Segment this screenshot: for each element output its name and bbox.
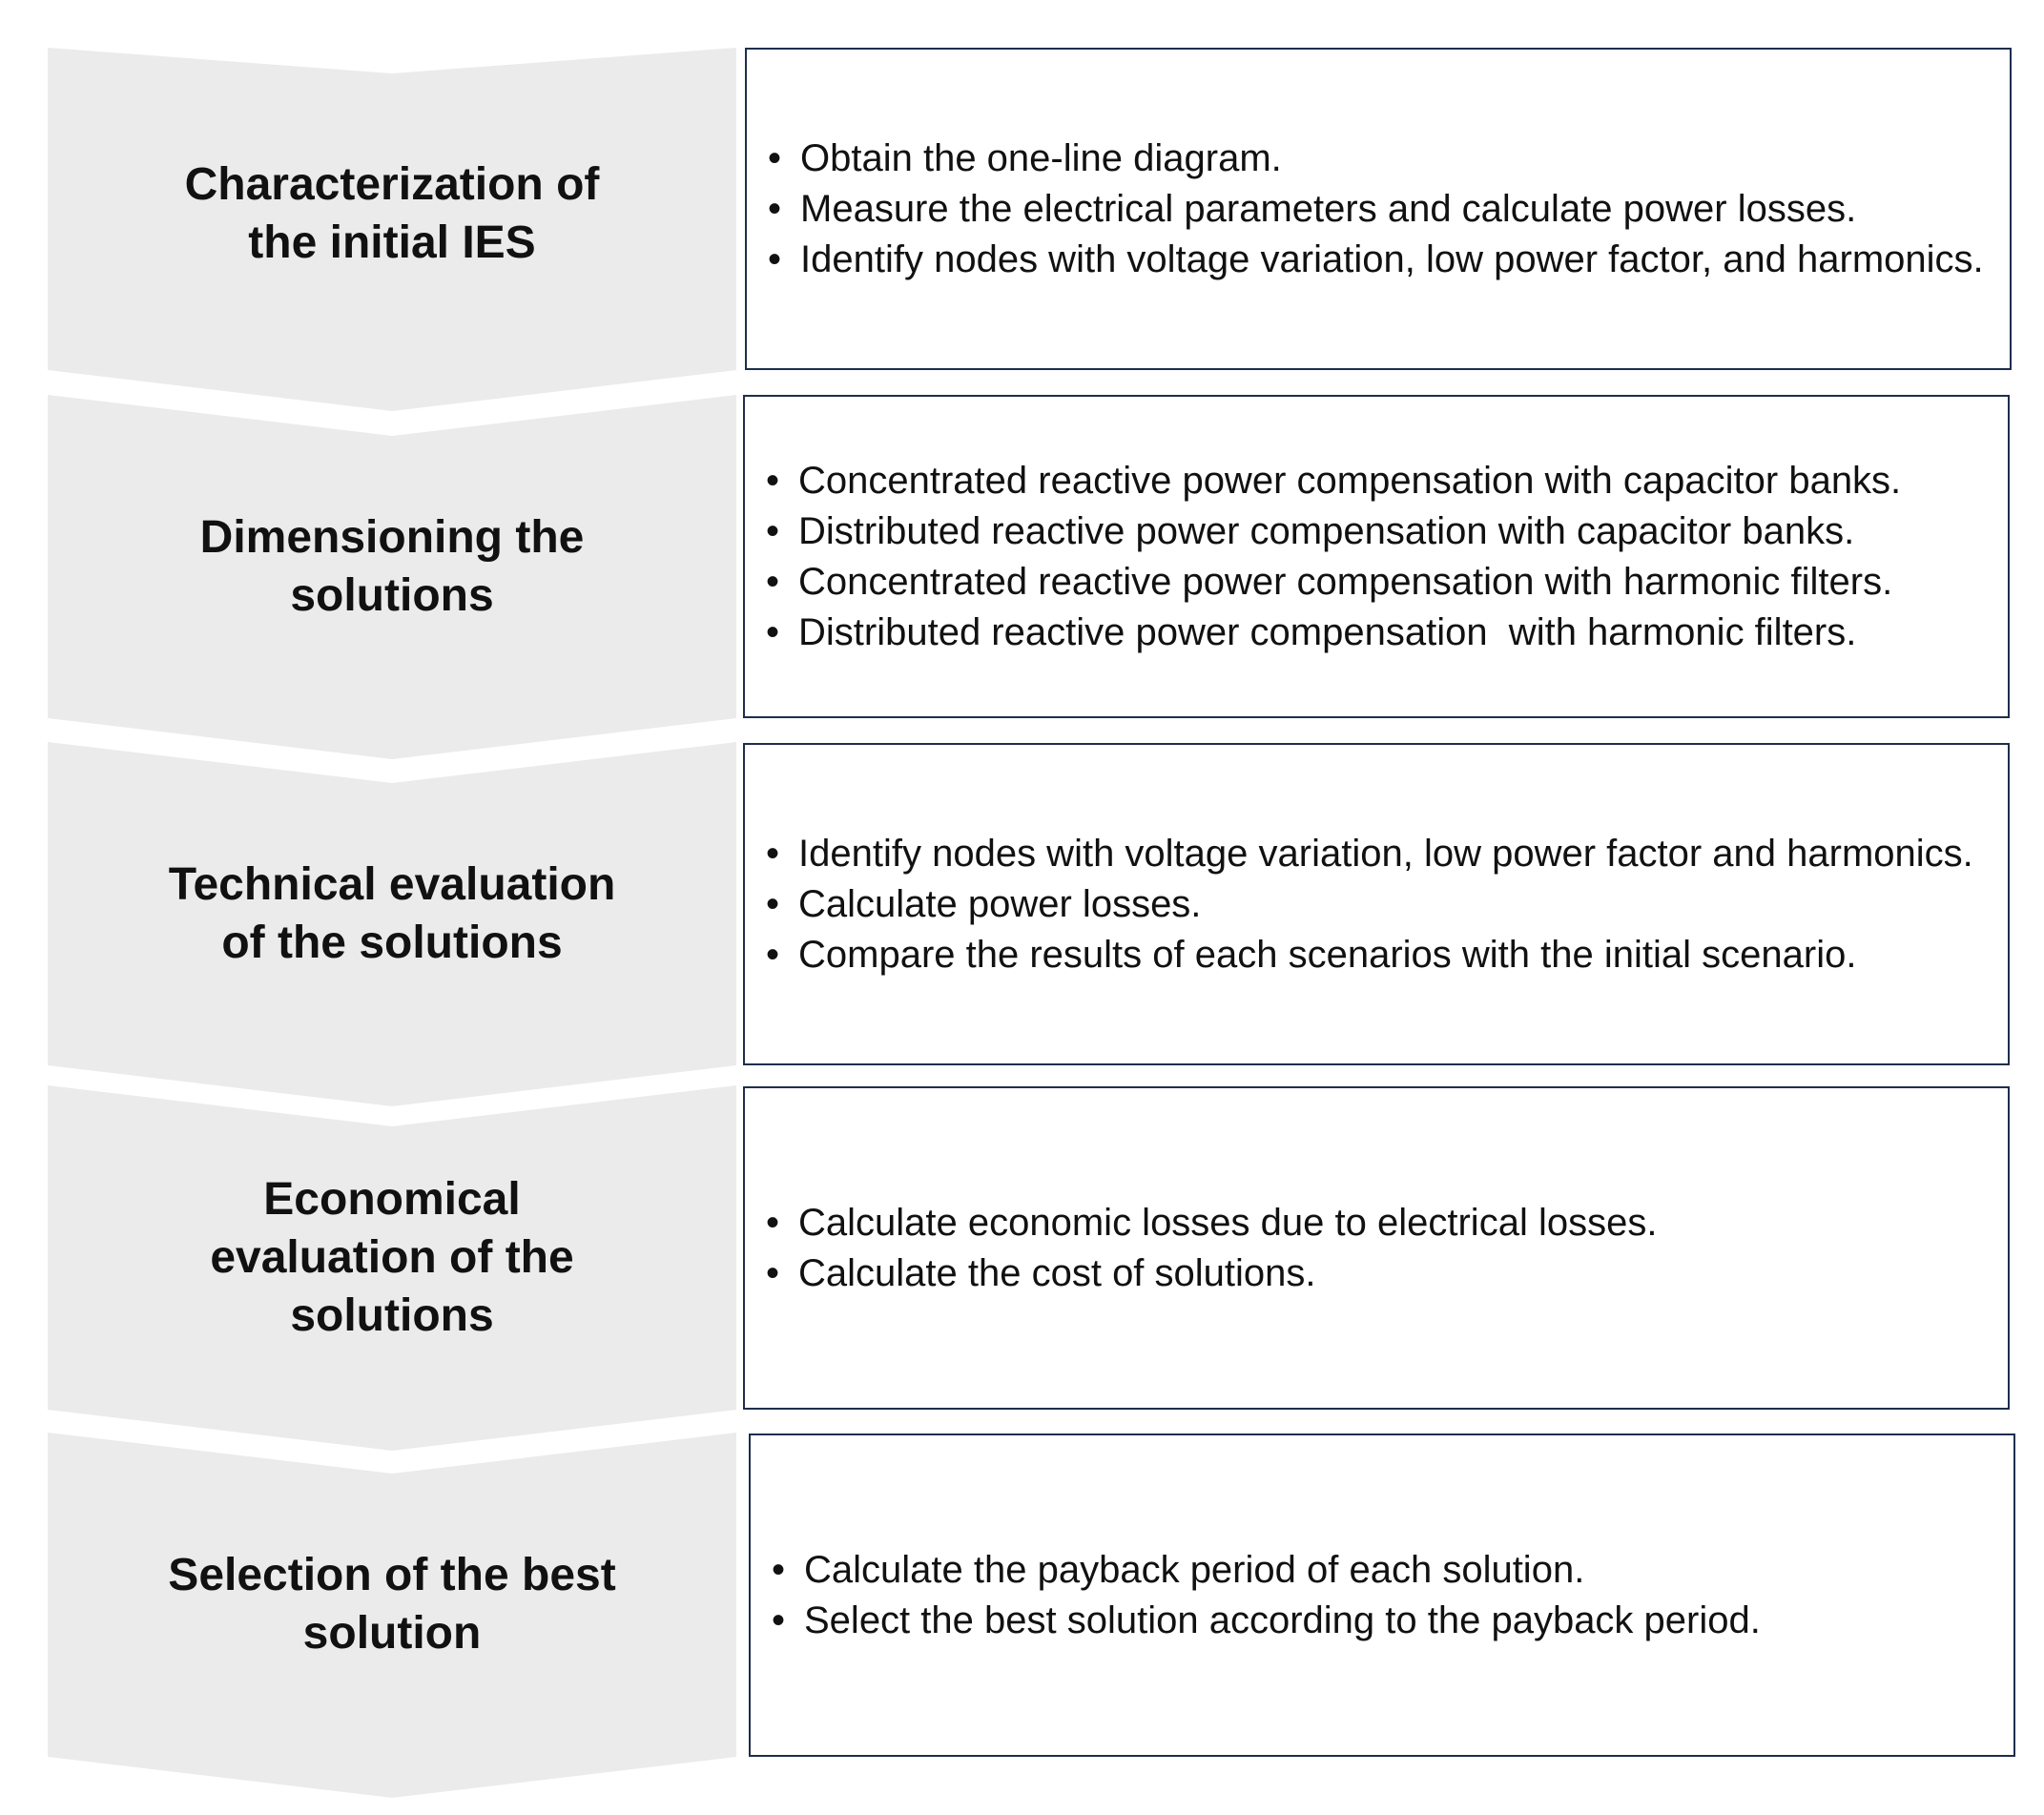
stage-detail-box-1 — [745, 48, 2012, 370]
stage-title-3 — [46, 761, 738, 1065]
stage-detail-text: Measure the electrical parameters and calculate power losses. — [800, 187, 1857, 230]
bullet-icon: • — [768, 237, 782, 280]
stage-detail-item — [764, 829, 2008, 879]
bullet-icon: • — [766, 882, 780, 925]
bullet-icon: • — [768, 136, 782, 179]
stage-detail-text: Distributed reactive power compensation with capacitor banks. — [798, 509, 1855, 552]
stage-detail-item — [766, 184, 2010, 235]
stage-detail-text: Calculate the cost of solutions. — [798, 1251, 1316, 1294]
stage-detail-item — [764, 1198, 2008, 1248]
stage-detail-text: Concentrated reactive power compensation with capacitor banks. — [798, 459, 1902, 502]
stage-title-text: Characterization of the initial IES — [184, 159, 600, 268]
stage-detail-item — [770, 1596, 2013, 1646]
stage-detail-text: Concentrated reactive power compensation with harmonic filters. — [798, 560, 1893, 603]
stage-detail-text: Identify nodes with voltage variation, low power factor and harmonics. — [798, 832, 1973, 875]
stage-detail-item — [764, 557, 2008, 608]
stage-detail-text: Distributed reactive power compensation with harmonic filters. — [798, 610, 1857, 653]
stage-detail-box-2 — [743, 395, 2010, 718]
stage-detail-list — [745, 1198, 2008, 1299]
stage-detail-item — [764, 879, 2008, 930]
stage-detail-text: Select the best solution according to the payback period. — [804, 1598, 1761, 1641]
stage-detail-text: Obtain the one-line diagram. — [800, 136, 1282, 179]
stage-detail-item — [764, 506, 2008, 557]
bullet-icon: • — [766, 1201, 780, 1244]
bullet-icon: • — [766, 933, 780, 976]
bullet-icon: • — [772, 1598, 786, 1641]
bullet-icon: • — [766, 1251, 780, 1294]
bullet-icon: • — [772, 1548, 786, 1591]
stage-detail-item — [766, 134, 2010, 184]
stage-detail-item — [764, 930, 2008, 980]
bullet-icon: • — [766, 509, 780, 552]
stage-detail-item — [764, 456, 2008, 506]
stage-detail-box-5 — [749, 1433, 2015, 1757]
stage-title-text: Selection of the best solution — [168, 1550, 616, 1659]
stage-title-text: Technical evaluation of the solutions — [168, 858, 616, 968]
stage-title-text: Dimensioning the solutions — [199, 511, 585, 621]
bullet-icon: • — [768, 187, 782, 230]
bullet-icon: • — [766, 560, 780, 603]
stage-detail-item — [764, 608, 2008, 658]
stage-title-text: Economical evaluation of the solutions — [210, 1173, 574, 1341]
stage-title-2 — [46, 414, 738, 718]
stage-detail-box-4 — [743, 1086, 2010, 1410]
stage-detail-item — [764, 1248, 2008, 1299]
stage-detail-list — [745, 829, 2008, 980]
stage-detail-text: Identify nodes with voltage variation, low power factor, and harmonics. — [800, 237, 1984, 280]
stage-detail-item — [766, 235, 2010, 285]
stage-title-1 — [46, 57, 738, 370]
stage-detail-text: Calculate economic losses due to electrical losses. — [798, 1201, 1658, 1244]
bullet-icon: • — [766, 459, 780, 502]
stage-detail-list — [747, 134, 2010, 285]
stage-title-4 — [46, 1104, 738, 1410]
stage-detail-list — [745, 456, 2008, 658]
stage-detail-box-3 — [743, 743, 2010, 1065]
bullet-icon: • — [766, 832, 780, 875]
bullet-icon: • — [766, 610, 780, 653]
stage-detail-text: Calculate the payback period of each solution. — [804, 1548, 1585, 1591]
stage-detail-text: Calculate power losses. — [798, 882, 1202, 925]
stage-detail-item — [770, 1545, 2013, 1596]
stage-detail-list — [751, 1545, 2013, 1646]
stage-detail-text: Compare the results of each scenarios with the initial scenario. — [798, 933, 1857, 976]
stage-title-5 — [46, 1452, 738, 1757]
